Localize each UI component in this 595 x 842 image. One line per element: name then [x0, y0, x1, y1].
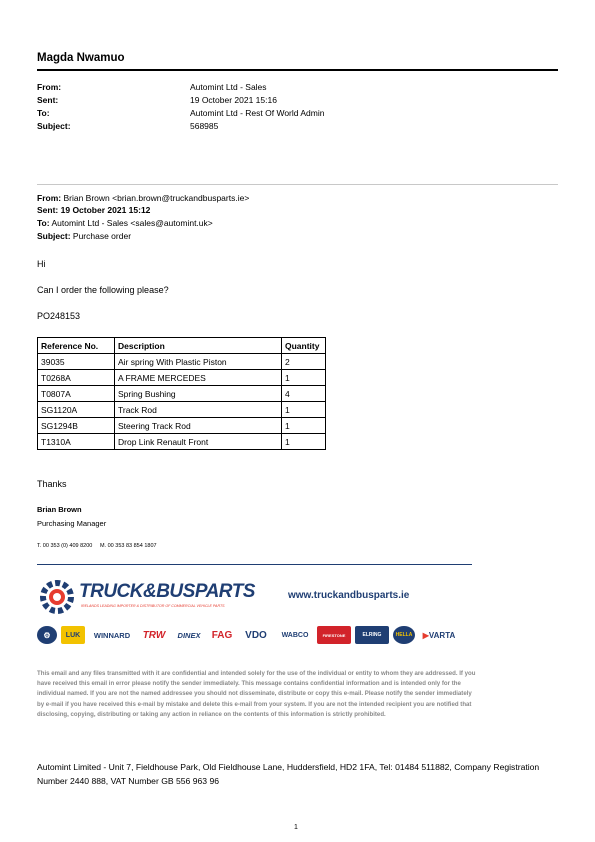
to-label: To:	[37, 108, 50, 118]
logo-tagline: IRELANDS LEADING IMPORTER & DISTRIBUTOR OF COMMERCIAL VEHICLE PARTS	[81, 604, 225, 608]
cell-description: A FRAME MERCEDES	[115, 370, 282, 386]
firestone-logo: FIRESTONE	[317, 626, 351, 644]
table-row	[38, 370, 326, 386]
varta-label: VARTA	[428, 630, 456, 640]
trw-logo: TRW	[142, 629, 166, 641]
cell-description: Air spring With Plastic Piston	[115, 354, 282, 370]
sent-value: 19 October 2021 15:16	[190, 95, 277, 105]
col-quantity: Quantity	[282, 338, 326, 354]
order-table	[37, 337, 326, 450]
fw-subject-row	[37, 231, 131, 241]
fag-logo: FAG	[211, 629, 233, 641]
cell-reference: SG1120A	[38, 402, 115, 418]
fw-from-label: From:	[37, 193, 62, 203]
fw-to-label: To:	[37, 218, 50, 228]
subject-value: 568985	[190, 121, 219, 131]
winnard-logo: WINNARD	[93, 630, 131, 640]
gear-logo-icon	[37, 577, 77, 617]
col-reference: Reference No.	[38, 338, 115, 354]
fw-from-row	[37, 193, 249, 203]
subject-label: Subject:	[37, 121, 71, 131]
cell-quantity: 4	[282, 386, 326, 402]
luk-logo: LUK	[61, 626, 85, 644]
wabco-logo: WABCO	[281, 631, 309, 639]
fw-to-value: Automint Ltd - Sales <sales@automint.uk>	[51, 218, 213, 228]
signature-name: Brian Brown	[37, 505, 82, 514]
col-description: Description	[115, 338, 282, 354]
hella-logo: HELLA	[393, 626, 415, 644]
cell-reference: 39035	[38, 354, 115, 370]
signature-title: Purchasing Manager	[37, 519, 107, 528]
elring-logo: ELRING	[355, 626, 389, 644]
table-row	[38, 434, 326, 450]
cell-description: Track Rod	[115, 402, 282, 418]
cell-quantity: 1	[282, 418, 326, 434]
to-value: Automint Ltd - Rest Of World Admin	[190, 108, 325, 118]
fw-sent-row	[37, 205, 150, 215]
page-number: 1	[294, 824, 298, 831]
request-text: Can I order the following please?	[37, 285, 169, 295]
thanks-text: Thanks	[37, 479, 67, 489]
cell-description: Steering Track Rod	[115, 418, 282, 434]
bosch-logo-icon: ⚙	[37, 626, 57, 644]
from-label: From:	[37, 82, 62, 92]
table-header-row	[38, 338, 326, 354]
po-number: PO248153	[37, 311, 81, 321]
fw-from-value: Brian Brown <brian.brown@truckandbusparts.ie>	[63, 193, 250, 203]
banner-rule	[37, 564, 472, 565]
varta-flag-icon: ▶	[422, 630, 429, 640]
cell-reference: SG1294B	[38, 418, 115, 434]
mailbox-owner: Magda Nwamuo	[37, 52, 125, 64]
cell-description: Drop Link Renault Front	[115, 434, 282, 450]
fw-sent-value: 19 October 2021 15:12	[60, 205, 151, 215]
logo-wordmark: TRUCK&BUSPARTS	[79, 581, 255, 602]
cell-reference: T0807A	[38, 386, 115, 402]
cell-quantity: 1	[282, 434, 326, 450]
cell-quantity: 1	[282, 402, 326, 418]
fw-subject-label: Subject:	[37, 231, 71, 241]
fw-sent-label: Sent:	[37, 205, 59, 215]
vdo-logo: VDO	[245, 629, 267, 641]
brand-logos-strip	[37, 623, 472, 647]
forward-divider	[37, 184, 558, 185]
cell-description: Spring Bushing	[115, 386, 282, 402]
header-rule	[37, 69, 558, 71]
website-text: www.truckandbusparts.ie	[288, 590, 410, 601]
cell-quantity: 1	[282, 370, 326, 386]
table-row	[38, 354, 326, 370]
fw-to-row	[37, 218, 213, 228]
from-value: Automint Ltd - Sales	[190, 82, 267, 92]
company-footer: Automint Limited - Unit 7, Fieldhouse Park, Old Fieldhouse Lane, Huddersfield, HD2 1FA, Tel: 01484 511882, Company Registration Number 2440 888, VAT Number GB 556 963 96	[37, 762, 540, 786]
varta-logo	[419, 626, 459, 644]
cell-reference: T1310A	[38, 434, 115, 450]
legal-disclaimer: This email and any files transmitted with it are confidential and intended solely for the use of the individual or entity to whom they are addressed. If you have received this email in error please notify the sender immediately. This message contains confidential information and is intended only for the individual named. If you are not the named addressee you should not disseminate, distribute or copy this e-mail. Please notify the sender immediately by e-mail if you have received this e-mail by mistake and delete this e-mail from your system. If you are not the intended recipient you are notified that disclosing, copying, distributing or taking any action in reliance on the contents of this information is strictly prohibited.	[37, 670, 476, 718]
signature-phone: T. 00 353 (0) 409 8200 M. 00 353 83 854 1807	[37, 543, 157, 549]
greeting: Hi	[37, 259, 46, 269]
cell-quantity: 2	[282, 354, 326, 370]
sent-label: Sent:	[37, 95, 59, 105]
table-row	[38, 386, 326, 402]
fw-subject-value: Purchase order	[72, 231, 132, 241]
table-row	[38, 418, 326, 434]
cell-reference: T0268A	[38, 370, 115, 386]
table-row	[38, 402, 326, 418]
dinex-logo: DINEX	[177, 630, 201, 640]
truckandbusparts-logo	[37, 577, 267, 617]
